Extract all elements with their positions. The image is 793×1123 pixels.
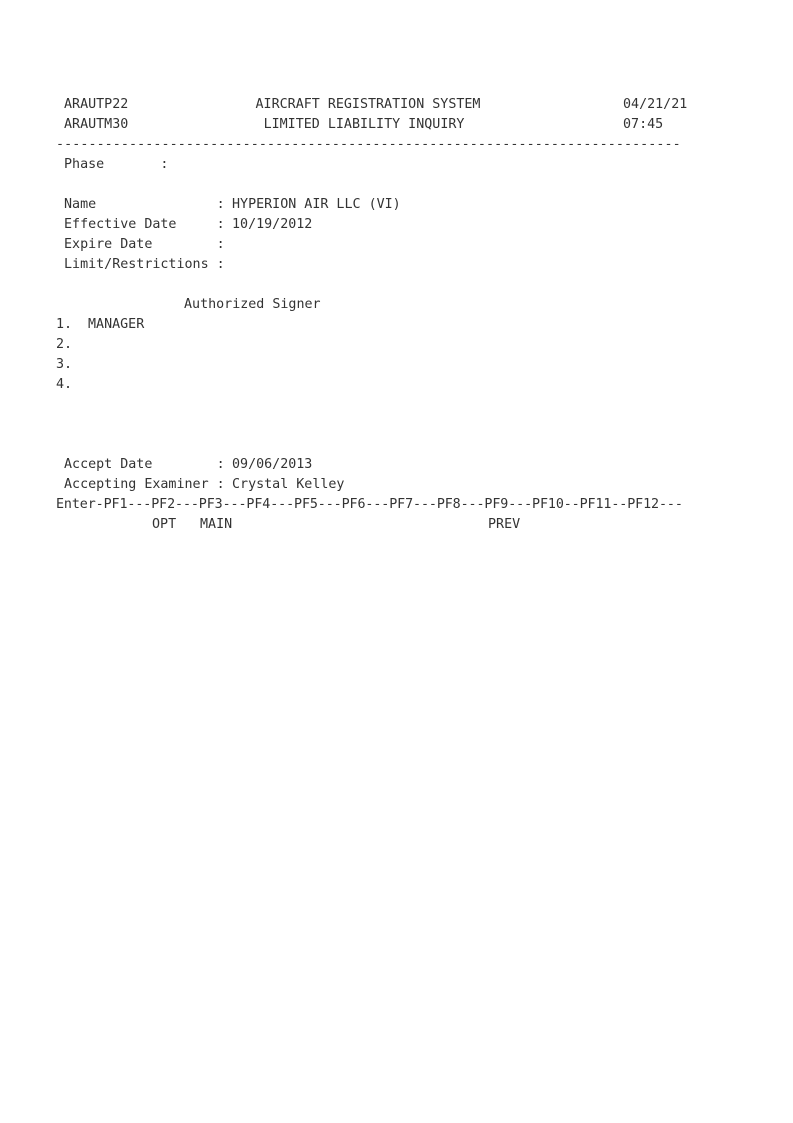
header-time: 07:45 xyxy=(623,117,664,132)
signer-number: 3. xyxy=(56,357,73,372)
effective-date-label: Effective Date : xyxy=(64,217,225,232)
limit-restrictions-label: Limit/Restrictions : xyxy=(64,257,225,272)
screen-title: LIMITED LIABILITY INQUIRY xyxy=(263,117,465,132)
header-date: 04/21/21 xyxy=(623,97,688,112)
phase-label: Phase : xyxy=(64,157,169,172)
name-field[interactable]: HYPERION AIR LLC (VI) xyxy=(232,197,401,212)
signer-number: 2. xyxy=(56,337,73,352)
program-id: ARAUTP22 xyxy=(64,97,129,112)
pf3-opt-key[interactable]: OPT xyxy=(152,517,177,532)
signer-field[interactable]: MANAGER xyxy=(88,317,145,332)
signer-heading: Authorized Signer xyxy=(184,297,321,312)
accepting-examiner-label: Accepting Examiner : xyxy=(64,477,225,492)
signer-number: 1. xyxy=(56,317,73,332)
name-label: Name : xyxy=(64,197,225,212)
screen-id: ARAUTM30 xyxy=(64,117,129,132)
pf-key-bar: Enter-PF1---PF2---PF3---PF4---PF5---PF6---PF7---PF8---PF9---PF10--PF11--PF12--- xyxy=(56,497,683,512)
effective-date-field[interactable]: 10/19/2012 xyxy=(232,217,313,232)
expire-date-label: Expire Date : xyxy=(64,237,225,252)
pf9-prev-key[interactable]: PREV xyxy=(488,517,521,532)
pf4-main-key[interactable]: MAIN xyxy=(200,517,233,532)
accept-date-label: Accept Date : xyxy=(64,457,225,472)
system-title: AIRCRAFT REGISTRATION SYSTEM xyxy=(255,97,481,112)
accepting-examiner-field[interactable]: Crystal Kelley xyxy=(232,477,345,492)
accept-date-field[interactable]: 09/06/2013 xyxy=(232,457,313,472)
header-divider: ----------------------------------------------------------------------------- xyxy=(56,137,681,152)
signer-number: 4. xyxy=(56,377,73,392)
